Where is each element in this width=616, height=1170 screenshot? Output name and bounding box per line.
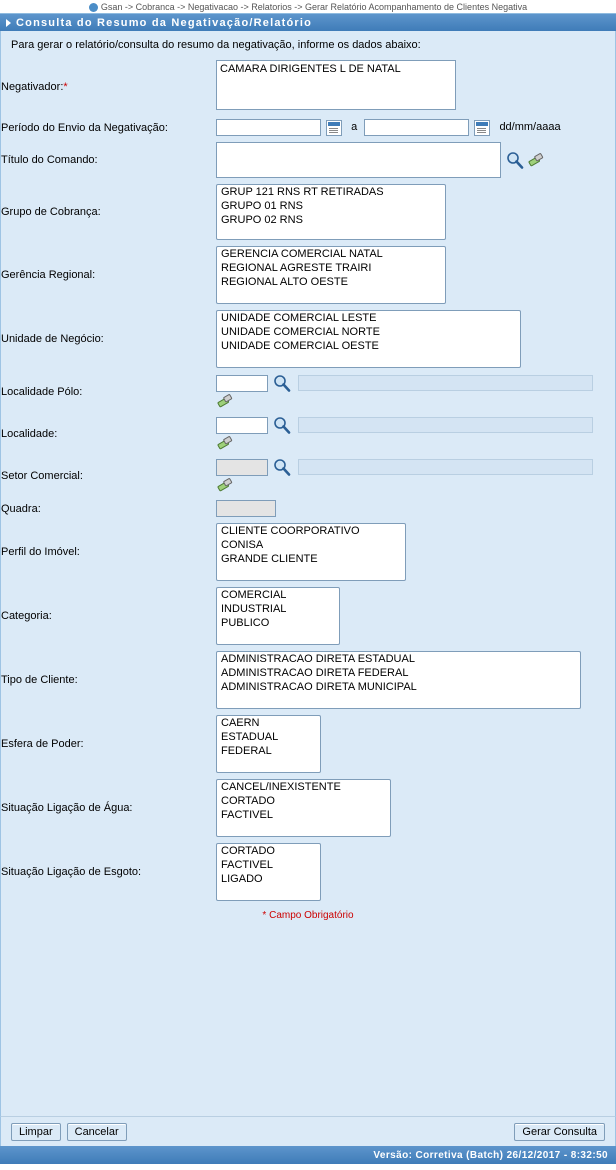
arrow-right-icon	[6, 19, 11, 27]
search-icon-localidade-polo[interactable]	[273, 374, 291, 392]
page-title: Consulta do Resumo da Negativação/Relatório	[16, 16, 313, 29]
row-categoria	[1, 584, 615, 648]
periodo-separator: a	[351, 121, 358, 134]
row-periodo	[1, 116, 615, 139]
periodo-start-input[interactable]	[216, 119, 321, 136]
row-negativador	[1, 57, 615, 116]
label-tipo-cliente: Tipo de Cliente:	[1, 674, 78, 686]
gerencia-regional-listbox[interactable]	[216, 246, 446, 304]
titulo-comando-textarea[interactable]	[216, 142, 501, 178]
perfil-imovel-listbox[interactable]	[216, 523, 406, 581]
label-localidade-polo: Localidade Pólo:	[1, 386, 83, 398]
required-field-note: * Campo Obrigatório	[262, 910, 354, 921]
search-icon-localidade[interactable]	[273, 416, 291, 434]
quadra-input[interactable]	[216, 500, 276, 517]
row-grupo-cobranca	[1, 181, 615, 243]
row-situacao-agua	[1, 776, 615, 840]
situacao-agua-listbox[interactable]	[216, 779, 391, 837]
esfera-poder-listbox[interactable]	[216, 715, 321, 773]
search-icon-titulo-comando[interactable]	[506, 151, 524, 169]
row-perfil-imovel	[1, 520, 615, 584]
eraser-icon-setor-comercial[interactable]	[216, 477, 234, 493]
row-situacao-esgoto	[1, 840, 615, 904]
row-titulo-comando	[1, 139, 615, 181]
search-icon-setor-comercial[interactable]	[273, 458, 291, 476]
breadcrumb	[0, 0, 616, 13]
breadcrumb-text: Gsan -> Cobranca -> Negativacao -> Relatorios -> Gerar Relatório Acompanhamento de Clientes Negativa	[100, 1, 528, 12]
label-unidade-negocio: Unidade de Negócio:	[1, 333, 104, 345]
eraser-icon-localidade[interactable]	[216, 435, 234, 451]
setor-comercial-input[interactable]	[216, 459, 268, 476]
grupo-cobranca-listbox[interactable]	[216, 184, 446, 240]
tipo-cliente-listbox[interactable]	[216, 651, 581, 709]
situacao-esgoto-listbox[interactable]	[216, 843, 321, 901]
row-tipo-cliente	[1, 648, 615, 712]
gerar-consulta-button[interactable]: Gerar Consulta	[514, 1123, 605, 1141]
unidade-negocio-listbox[interactable]	[216, 310, 521, 368]
bottom-gap	[0, 1164, 616, 1170]
calendar-icon-start[interactable]	[326, 120, 342, 136]
localidade-input[interactable]	[216, 417, 268, 434]
button-bar	[0, 1116, 616, 1146]
periodo-end-input[interactable]	[364, 119, 469, 136]
categoria-listbox[interactable]	[216, 587, 340, 645]
window-title-bar	[0, 13, 616, 31]
row-quadra	[1, 497, 615, 520]
label-quadra: Quadra:	[1, 502, 41, 515]
date-format-hint: dd/mm/aaaa	[499, 121, 561, 134]
label-situacao-agua: Situação Ligação de Água:	[1, 802, 133, 814]
row-gerencia-regional	[1, 243, 615, 307]
row-esfera-poder	[1, 712, 615, 776]
label-localidade: Localidade:	[1, 428, 58, 440]
label-perfil-imovel: Perfil do Imóvel:	[1, 546, 80, 558]
gsan-globe-icon	[89, 3, 98, 12]
row-localidade-polo	[1, 371, 615, 413]
label-periodo: Período do Envio da Negativação:	[1, 121, 168, 134]
label-grupo-cobranca: Grupo de Cobrança:	[1, 206, 101, 218]
label-esfera-poder: Esfera de Poder:	[1, 738, 84, 750]
form-intro: Para gerar o relatório/consulta do resumo da negativação, informe os dados abaixo:	[11, 39, 421, 51]
setor-comercial-eraser-row	[216, 476, 615, 494]
version-bar	[0, 1146, 616, 1164]
row-unidade-negocio	[1, 307, 615, 371]
eraser-icon-localidade-polo[interactable]	[216, 393, 234, 409]
calendar-icon-end[interactable]	[474, 120, 490, 136]
localidade-polo-description	[298, 375, 593, 391]
negativador-textarea[interactable]	[216, 60, 456, 110]
setor-comercial-description	[298, 459, 593, 475]
row-setor-comercial	[1, 455, 615, 497]
label-situacao-esgoto: Situação Ligação de Esgoto:	[1, 866, 142, 878]
version-text: Versão: Corretiva (Batch) 26/12/2017 - 8:32:50	[373, 1149, 608, 1161]
label-negativador	[1, 57, 216, 116]
form-area	[0, 31, 616, 1116]
eraser-icon-titulo-comando[interactable]	[527, 152, 545, 168]
label-gerencia-regional: Gerência Regional:	[1, 269, 96, 281]
label-negativador-text: Negativador:	[1, 80, 64, 93]
label-titulo-comando: Título do Comando:	[1, 154, 98, 166]
localidade-polo-eraser-row	[216, 392, 615, 410]
label-categoria: Categoria:	[1, 610, 52, 622]
localidade-description	[298, 417, 593, 433]
label-setor-comercial: Setor Comercial:	[1, 470, 83, 482]
localidade-eraser-row	[216, 434, 615, 452]
limpar-button[interactable]: Limpar	[11, 1123, 61, 1141]
cancelar-button[interactable]: Cancelar	[67, 1123, 127, 1141]
localidade-polo-input[interactable]	[216, 375, 268, 392]
required-marker: *	[63, 80, 68, 93]
form-table	[1, 57, 615, 904]
row-localidade	[1, 413, 615, 455]
